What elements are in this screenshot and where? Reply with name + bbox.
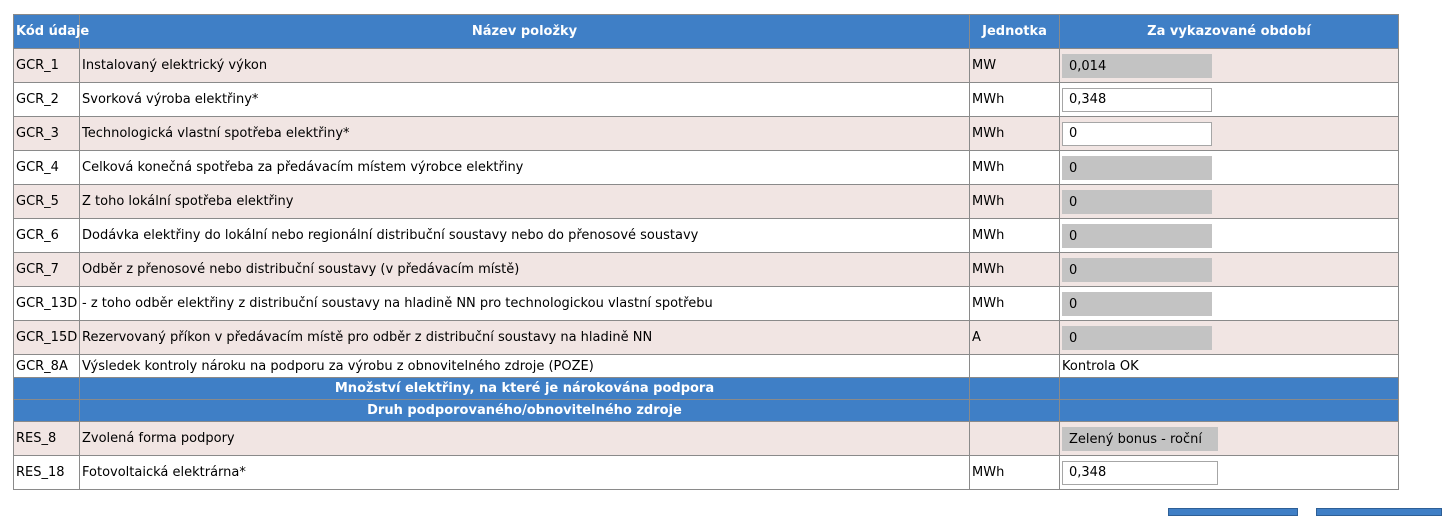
row-unit: MWh xyxy=(970,287,1060,321)
row-value-cell xyxy=(1060,151,1399,185)
readonly-value: 0 xyxy=(1062,292,1212,316)
table-row xyxy=(14,253,1399,287)
row-name: Dodávka elektřiny do lokální nebo regionální distribuční soustavy nebo do přenosové soustavy xyxy=(80,219,970,253)
row-name: Technologická vlastní spotřeba elektřiny* xyxy=(80,117,970,151)
row-unit: MWh xyxy=(970,117,1060,151)
table-row xyxy=(14,456,1399,490)
row-code: GCR_2 xyxy=(14,83,80,117)
row-code: GCR_1 xyxy=(14,49,80,83)
value-input-gcr-2[interactable] xyxy=(1062,88,1212,112)
table-row xyxy=(14,219,1399,253)
table-row xyxy=(14,117,1399,151)
table-row xyxy=(14,321,1399,355)
row-code: GCR_6 xyxy=(14,219,80,253)
value-input-res-18[interactable] xyxy=(1062,461,1218,485)
row-name: - z toho odběr elektřiny z distribuční soustavy na hladině NN pro technologickou vlastní spotřebu xyxy=(80,287,970,321)
report-form xyxy=(13,14,1399,490)
row-unit: A xyxy=(970,321,1060,355)
row-name: Instalovaný elektrický výkon xyxy=(80,49,970,83)
row-code: GCR_4 xyxy=(14,151,80,185)
value-input-gcr-3[interactable] xyxy=(1062,122,1212,146)
report-table xyxy=(13,14,1399,490)
readonly-value: 0,014 xyxy=(1062,54,1212,78)
row-unit: MWh xyxy=(970,253,1060,287)
row-name: Odběr z přenosové nebo distribuční soustavy (v předávacím místě) xyxy=(80,253,970,287)
row-value-cell xyxy=(1060,185,1399,219)
row-code: RES_8 xyxy=(14,422,80,456)
table-row xyxy=(14,49,1399,83)
table-row xyxy=(14,422,1399,456)
header-unit: Jednotka xyxy=(970,15,1060,49)
row-name: Fotovoltaická elektrárna* xyxy=(80,456,970,490)
row-name: Rezervovaný příkon v předávacím místě pro odběr z distribuční soustavy na hladině NN xyxy=(80,321,970,355)
table-row xyxy=(14,355,1399,378)
header-period: Za vykazované období xyxy=(1060,15,1399,49)
row-code: GCR_5 xyxy=(14,185,80,219)
row-code: RES_18 xyxy=(14,456,80,490)
row-unit xyxy=(970,422,1060,456)
readonly-value: 0 xyxy=(1062,224,1212,248)
row-code: GCR_8A xyxy=(14,355,80,378)
row-name: Svorková výroba elektřiny* xyxy=(80,83,970,117)
row-value-cell xyxy=(1060,321,1399,355)
row-unit: MWh xyxy=(970,456,1060,490)
section-header-source-type xyxy=(14,400,1399,422)
row-code: GCR_7 xyxy=(14,253,80,287)
row-value-cell xyxy=(1060,83,1399,117)
readonly-value: 0 xyxy=(1062,326,1212,350)
table-row xyxy=(14,83,1399,117)
row-unit: MW xyxy=(970,49,1060,83)
action-button-1[interactable] xyxy=(1168,508,1298,516)
row-value-cell xyxy=(1060,253,1399,287)
row-unit: MWh xyxy=(970,83,1060,117)
check-result: Kontrola OK xyxy=(1060,355,1399,378)
row-name: Celková konečná spotřeba za předávacím místem výrobce elektřiny xyxy=(80,151,970,185)
row-code: GCR_15D xyxy=(14,321,80,355)
row-code: GCR_13D xyxy=(14,287,80,321)
header-code: Kód údaje xyxy=(14,15,80,49)
readonly-value: 0 xyxy=(1062,258,1212,282)
row-value-cell xyxy=(1060,456,1399,490)
row-unit xyxy=(970,355,1060,378)
row-unit: MWh xyxy=(970,185,1060,219)
row-value-cell xyxy=(1060,287,1399,321)
table-header xyxy=(14,15,1399,49)
row-code: GCR_3 xyxy=(14,117,80,151)
section-header-quantity xyxy=(14,378,1399,400)
table-row xyxy=(14,185,1399,219)
readonly-value: Zelený bonus - roční xyxy=(1062,427,1218,451)
section-title: Druh podporovaného/obnovitelného zdroje xyxy=(80,400,970,422)
readonly-value: 0 xyxy=(1062,156,1212,180)
row-value-cell xyxy=(1060,219,1399,253)
row-unit: MWh xyxy=(970,151,1060,185)
readonly-value: 0 xyxy=(1062,190,1212,214)
header-name: Název položky xyxy=(80,15,970,49)
action-button-2[interactable] xyxy=(1316,508,1442,516)
table-row xyxy=(14,151,1399,185)
row-unit: MWh xyxy=(970,219,1060,253)
row-value-cell xyxy=(1060,117,1399,151)
table-row xyxy=(14,287,1399,321)
section-title: Množství elektřiny, na které je nárokována podpora xyxy=(80,378,970,400)
row-name: Z toho lokální spotřeba elektřiny xyxy=(80,185,970,219)
row-value-cell xyxy=(1060,422,1399,456)
row-value-cell xyxy=(1060,49,1399,83)
row-name: Výsledek kontroly nároku na podporu za výrobu z obnovitelného zdroje (POZE) xyxy=(80,355,970,378)
row-name: Zvolená forma podpory xyxy=(80,422,970,456)
